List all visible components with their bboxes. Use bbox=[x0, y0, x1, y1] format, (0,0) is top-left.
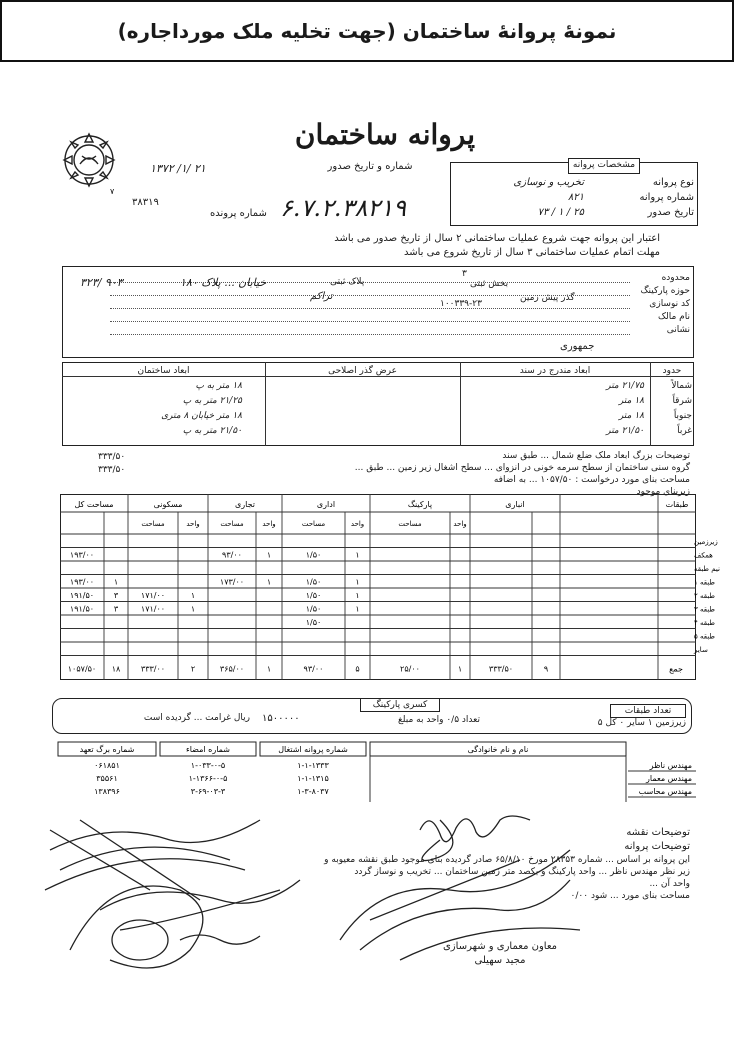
spec-row-label: تاریخ صدور bbox=[647, 207, 694, 218]
dims-deed-value: ۱۸ متر bbox=[618, 396, 644, 406]
area-cell: ۱/۵۰ bbox=[305, 591, 322, 600]
validity-line-2: مهلت اتمام عملیات ساختمانی ۳ سال از تاریخ شروع می باشد bbox=[404, 247, 660, 258]
dims-building-value: ۱۸ متر خیابان ۸ متری bbox=[161, 411, 242, 421]
engineer-pledge-number: ۰۶۱۸۵۱ bbox=[94, 761, 120, 770]
area-cell: ۱ bbox=[190, 591, 196, 600]
floors-count-line: زیرزمین ۱ سایر ۰ کل ۵ bbox=[597, 718, 686, 728]
spec-row-label: نوع پروانه bbox=[652, 177, 694, 188]
floor-label: نیم طبقه bbox=[694, 565, 720, 573]
total-cell: ۳۶۵/۰۰ bbox=[219, 664, 245, 674]
permit-notes-label: توضیحات پروانه bbox=[624, 841, 690, 852]
address-handwritten-2: ۳۲۳/ ۹۰۳ bbox=[80, 276, 123, 289]
permit-note-line: مساحت بنای مورد ... شود ۰/۰۰ bbox=[570, 891, 690, 901]
dims-direction: شمالاً bbox=[671, 381, 692, 391]
area-cell: ۳ bbox=[113, 604, 119, 614]
dims-building-value: ۱۸ متر به پ bbox=[195, 381, 242, 391]
engineers-header-license: شماره پروانه اشتغال bbox=[278, 745, 348, 754]
area-cell: ۳ bbox=[113, 591, 119, 600]
area-top-header: اداری bbox=[316, 500, 336, 509]
area-cell: ۱ bbox=[355, 550, 360, 560]
district-value: جمهوری bbox=[560, 341, 595, 352]
file-number-label: شماره پرونده bbox=[210, 208, 267, 219]
area-cell: ۱۷۱/۰۰ bbox=[140, 591, 166, 600]
property-label: نام مالک bbox=[657, 312, 690, 322]
property-label: محدوده bbox=[661, 273, 690, 283]
signatures-and-stamps bbox=[40, 790, 700, 1000]
total-cell: ۲۵/۰۰ bbox=[400, 664, 420, 674]
map-notes-label: توضیحات نقشه bbox=[626, 827, 690, 838]
spec-row bbox=[458, 176, 694, 190]
validity-line-1: اعتبار این پروانه جهت شروع عملیات ساختمانی ۲ سال از تاریخ صدور می باشد bbox=[334, 233, 660, 244]
block-label: بخش ثبتی bbox=[470, 279, 509, 289]
spec-row bbox=[458, 206, 694, 220]
plate-label: پلاک ثبتی bbox=[330, 277, 365, 287]
total-cell: ۳۳۳/۵۰ bbox=[488, 664, 514, 674]
area-cell: ۱/۵۰ bbox=[305, 604, 322, 614]
engineer-license: ۱-۳-۸۰۳۷ bbox=[297, 787, 329, 796]
area-cell: ۱/۵۰ bbox=[305, 550, 322, 560]
dotted-line bbox=[110, 308, 630, 309]
engineer-sign-number: ۳-۶۹-۰۳-۳ bbox=[190, 787, 226, 796]
svg-text:۷: ۷ bbox=[110, 187, 115, 196]
density-note: تراکم bbox=[310, 291, 333, 302]
dims-header-street: عرض گذر اصلاحی bbox=[328, 366, 397, 376]
area-cell: ۱۷۳/۰۰ bbox=[219, 577, 245, 587]
floor-label: همکف bbox=[694, 551, 713, 560]
dims-building-value: ۲۱/۲۵ متر به پ bbox=[182, 396, 242, 406]
area-sub-header: مساحت bbox=[398, 520, 422, 528]
spec-row-label: شماره پروانه bbox=[639, 192, 694, 203]
area-sub-header: واحد bbox=[186, 520, 200, 528]
engineer-role: مهندس محاسب bbox=[638, 787, 692, 796]
floor-label: طبقه ۵ bbox=[694, 632, 715, 641]
permit-spec-title: مشخصات پروانه bbox=[568, 158, 640, 174]
area-label: گذر پیش زمین bbox=[520, 293, 575, 303]
area-cell: ۱ bbox=[355, 604, 360, 614]
area-top-header: مسکونی bbox=[153, 500, 183, 509]
banner-title: نمونهٔ پروانهٔ ساختمان (جهت تخلیه ملک مورداجاره) bbox=[117, 19, 617, 43]
area-sub-header: مساحت bbox=[301, 520, 326, 528]
area-line-2-value: ۳۳۳/۵۰ bbox=[98, 465, 126, 475]
area-cell: ۱ bbox=[355, 591, 360, 600]
engineers-header-pledge: شماره برگ تعهد bbox=[79, 745, 135, 754]
area-line-2: گروه سنی ساختمان از سطح سرمه خونی در انزوای ... سطح اشغال زیر زمین ... طبق ... bbox=[354, 463, 690, 473]
engineer-sign-number: ۱-۰۳۳-۰-۵ bbox=[190, 761, 226, 770]
total-cell: ۱۸ bbox=[111, 664, 121, 674]
area-cell: ۱۹۱/۵۰ bbox=[69, 604, 95, 614]
renewal-code-value: ۱۰۰۳۳۹-۲۳ bbox=[440, 299, 482, 309]
permit-note-line: زیر نظر مهندس ناظر ... واحد پارکینگ و یکصد متر زمین ساختمان ... تخریب و نوساز گردد bbox=[354, 867, 690, 877]
area-sub-header: مساحت bbox=[220, 520, 244, 528]
floor-label: طبقه ۳ bbox=[694, 605, 715, 614]
signatory-name: مجید سهیلی bbox=[474, 955, 526, 966]
municipality-logo-icon bbox=[58, 128, 120, 196]
area-line-1: توضیحات بزرگ ابعاد ملک ضلع شمال ... طبق سند bbox=[502, 451, 690, 461]
dims-direction: شرقاً bbox=[672, 396, 692, 406]
area-cell: ۹۳/۰۰ bbox=[222, 550, 242, 560]
area-table-grid bbox=[60, 494, 720, 680]
area-cell: ۱/۵۰ bbox=[305, 618, 322, 627]
banner bbox=[0, 0, 734, 62]
property-label: حوزه پارکینگ bbox=[640, 286, 690, 296]
total-cell: ۹۳/۰۰ bbox=[303, 664, 324, 674]
signatory-title: معاون معماری و شهرسازی bbox=[442, 941, 558, 952]
area-cell: ۱۷۱/۰۰ bbox=[140, 604, 166, 614]
deficit-amount: ۱۵۰۰۰۰۰ bbox=[262, 713, 300, 724]
serial-number: ۳۸۳۱۹ bbox=[132, 197, 159, 208]
engineer-pledge-number: ۳۵۵۶۱ bbox=[96, 774, 118, 783]
property-label: کد نوسازی bbox=[649, 299, 690, 309]
floor-label: سایر bbox=[694, 646, 708, 654]
floors-count-title: تعداد طبقات bbox=[610, 704, 686, 718]
engineer-role: مهندس معمار bbox=[646, 774, 692, 783]
address-handwritten: خیابان ... پلاک ۱۸۰ bbox=[180, 276, 267, 289]
area-line-1-value: ۳۳۳/۵۰ bbox=[98, 452, 126, 462]
area-sub-header: مساحت bbox=[141, 520, 165, 528]
deficit-amount-suffix: ریال غرامت ... گردیده است bbox=[143, 713, 250, 723]
total-cell: ۱ bbox=[266, 664, 272, 674]
area-cell: ۱ bbox=[266, 550, 272, 560]
issue-date-top: ۱۳۷۲ /۱/ ۲۱ bbox=[150, 162, 206, 175]
dims-direction: غرباً bbox=[677, 426, 692, 436]
dims-direction: جنوباً bbox=[673, 411, 692, 421]
area-line-4: زیربنای موجود bbox=[636, 487, 690, 497]
engineer-license: ۱-۱-۱۳۳۳ bbox=[297, 761, 329, 770]
area-top-header: پارکینگ bbox=[407, 500, 433, 509]
floor-label: طبقه ۱ bbox=[694, 578, 715, 587]
total-cell: ۱۰۵۷/۵۰ bbox=[67, 664, 97, 674]
area-cell: ۱۹۳/۰۰ bbox=[69, 550, 95, 560]
dotted-line bbox=[110, 334, 630, 335]
floor-label: طبقه ۲ bbox=[694, 592, 715, 600]
total-cell: ۵ bbox=[355, 664, 360, 674]
engineers-header-sign: شماره امضاء bbox=[185, 745, 231, 754]
area-cell: ۱۹۳/۰۰ bbox=[69, 577, 95, 587]
parking-deficit-line: تعداد ۰/۵ واحد به مبلغ bbox=[397, 715, 480, 725]
block-value: ۳ bbox=[462, 269, 467, 279]
area-top-header: مساحت کل bbox=[74, 500, 114, 509]
dotted-line bbox=[110, 321, 630, 322]
area-sub-header: واحد bbox=[350, 520, 365, 528]
total-cell: ۱ bbox=[457, 664, 463, 674]
engineer-pledge-number: ۱۳۸۳۹۶ bbox=[94, 787, 120, 796]
spec-row-value: ۸۲۱ bbox=[567, 192, 584, 203]
dims-deed-value: ۲۱/۵۰ متر bbox=[606, 426, 644, 436]
dims-header-bounds: حدود bbox=[662, 366, 682, 376]
total-label: جمع bbox=[669, 664, 683, 674]
dims-header-building: ابعاد ساختمان bbox=[137, 366, 190, 376]
area-cell: ۱ bbox=[266, 577, 272, 587]
area-top-header: انباری bbox=[505, 500, 525, 509]
parking-deficit-title: کسری پارکینگ bbox=[360, 698, 440, 712]
engineer-sign-number: ۱-۱۳۶۶-۰-۵ bbox=[188, 774, 228, 783]
spec-row-value: تخریب و نوسازی bbox=[513, 177, 584, 188]
area-cell: ۱ bbox=[190, 604, 196, 614]
dims-deed-value: ۱۸ متر bbox=[618, 411, 644, 421]
dims-building-value: ۲۱/۵۰ متر به پ bbox=[182, 426, 242, 436]
engineer-role: مهندس ناظر bbox=[649, 761, 692, 770]
engineer-license: ۱-۱-۱۳۱۵ bbox=[297, 774, 329, 783]
area-top-header: تجاری bbox=[235, 500, 255, 509]
property-label: نشانی bbox=[666, 325, 690, 335]
engineers-header-name: نام و نام خانوادگی bbox=[467, 745, 529, 754]
area-top-header: طبقات bbox=[665, 500, 689, 509]
dims-header-deed: ابعاد مندرج در سند bbox=[519, 366, 591, 376]
spec-row-value: ۲۵ / ۱ / ۷۳ bbox=[537, 207, 584, 218]
permit-note-line: واحد آن ... bbox=[649, 879, 690, 889]
number-date-label: شماره و تاریخ صدور bbox=[327, 161, 413, 172]
area-cell: ۱ bbox=[113, 577, 119, 587]
area-sub-header: واحد bbox=[453, 520, 467, 528]
file-number-handwritten: ۶.۷.۲.۳۸۲۱۹ bbox=[280, 194, 407, 222]
total-cell: ۲ bbox=[190, 664, 196, 674]
spec-row bbox=[458, 191, 694, 205]
permit-note-line: این پروانه بر اساس ... شماره ۲۸۳۵۳ مورخ ۶۵/۸/۱۰ صادر گردیده بنای موجود طبق نقشه معیوبه و bbox=[324, 855, 690, 865]
area-cell: ۱/۵۰ bbox=[305, 577, 322, 587]
total-cell: ۳۳۳/۰۰ bbox=[140, 664, 166, 674]
floor-label: طبقه ۴ bbox=[694, 619, 715, 627]
document-title: پروانه ساختمان bbox=[294, 118, 476, 151]
area-sub-header: واحد bbox=[262, 520, 276, 528]
total-cell: ۹ bbox=[543, 664, 549, 674]
area-line-3: مساحت بنای مورد درخواست : ۱۰۵۷/۵۰ ... به اضافه bbox=[493, 475, 690, 485]
area-cell: ۱ bbox=[355, 577, 360, 587]
dims-deed-value: ۲۱/۷۵ متر bbox=[606, 381, 644, 391]
floor-label: زیرزمین bbox=[694, 538, 718, 546]
area-cell: ۱۹۱/۵۰ bbox=[69, 591, 95, 600]
